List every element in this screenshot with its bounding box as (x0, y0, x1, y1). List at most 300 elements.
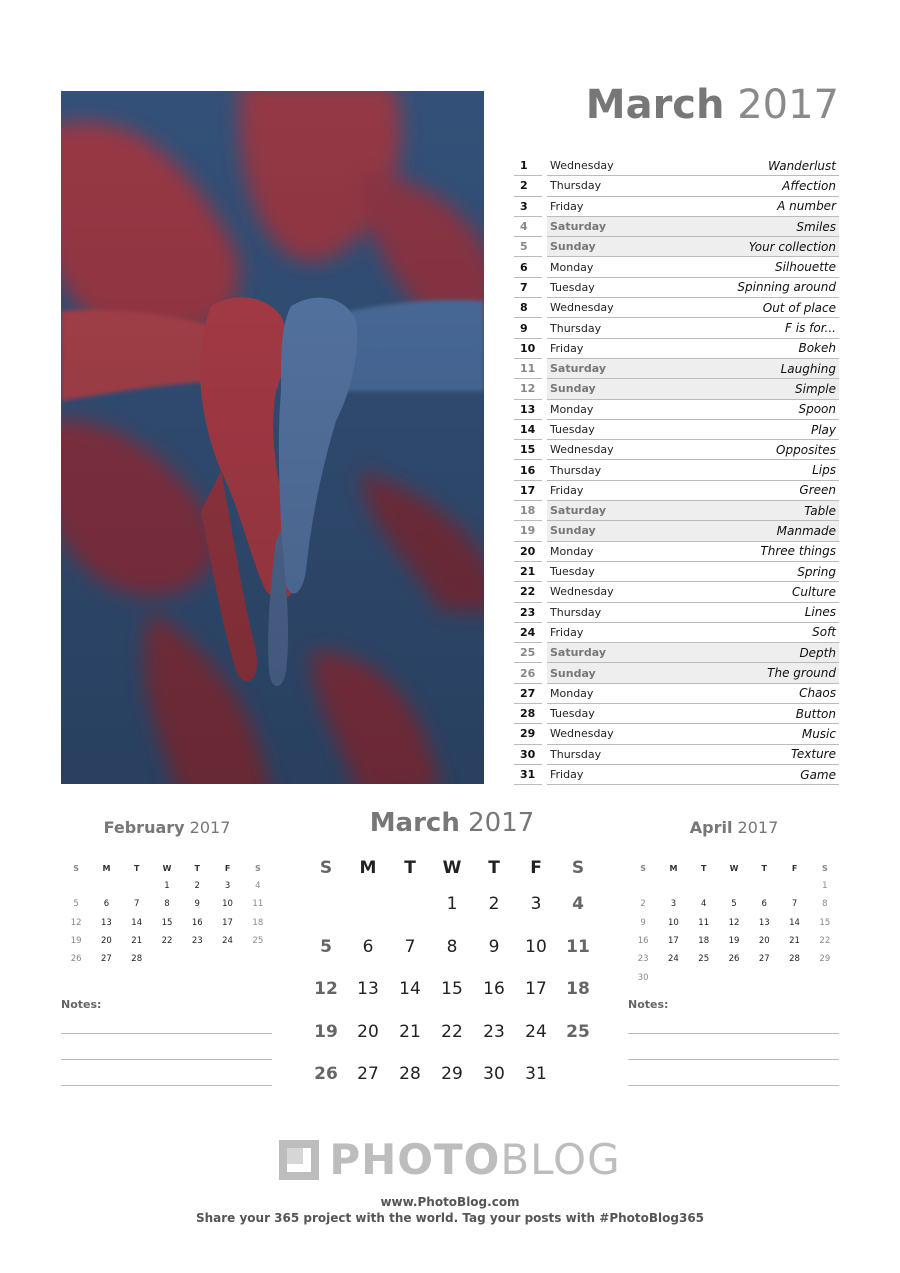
date-cell (749, 968, 779, 986)
mini-year: 2017 (189, 818, 231, 837)
day-row (514, 663, 839, 683)
day-row (514, 521, 839, 541)
date-cell (658, 968, 688, 986)
date-cell: 6 (103, 899, 110, 910)
day-number: 16 (514, 460, 542, 480)
date-cell: 9 (488, 936, 500, 957)
day-topic: The ground (767, 666, 836, 681)
day-body (547, 643, 839, 663)
day-weekday: Tuesday (550, 423, 595, 436)
day-weekday: Wednesday (550, 585, 614, 599)
day-weekday: Saturday (550, 646, 606, 660)
weekday-letter: F (224, 863, 231, 873)
mini-calendar-grid (61, 859, 273, 968)
day-number: 20 (514, 542, 542, 562)
day-body (547, 521, 839, 541)
title-month: March (585, 82, 725, 128)
day-number: 19 (514, 521, 542, 541)
day-number: 8 (514, 298, 542, 318)
page-title (586, 82, 839, 128)
day-topic: Affection (782, 178, 836, 193)
date-cell: 20 (758, 936, 770, 947)
date-cell: 7 (404, 936, 416, 957)
date-cell: 21 (789, 936, 800, 947)
date-cell (719, 968, 749, 986)
date-cell (658, 877, 688, 895)
day-weekday: Thursday (550, 463, 602, 477)
day-body (547, 379, 839, 399)
date-cell: 24 (668, 954, 679, 965)
day-row (514, 420, 839, 440)
day-number: 3 (514, 197, 542, 217)
day-weekday: Sunday (550, 666, 596, 680)
date-cell (749, 877, 779, 895)
photoblog-frame-icon (279, 1140, 319, 1180)
week-row (628, 895, 840, 913)
notes-label: Notes: (628, 998, 669, 1011)
date-cell: 28 (131, 954, 143, 965)
date-cell: 24 (222, 936, 233, 947)
day-topic: Music (801, 726, 836, 741)
day-row (514, 278, 839, 298)
date-cell (305, 883, 347, 926)
day-row (514, 704, 839, 724)
weekday-letter: T (194, 863, 200, 873)
day-body (547, 481, 839, 501)
week-row (61, 950, 273, 968)
date-cell: 26 (314, 1064, 338, 1085)
day-number: 9 (514, 318, 542, 338)
date-cell: 12 (70, 917, 82, 928)
day-body (547, 562, 839, 582)
weekday-header-row (628, 859, 840, 877)
day-body (547, 237, 839, 257)
day-topic: Chaos (799, 686, 836, 701)
week-row (305, 883, 599, 926)
date-cell (719, 877, 749, 895)
main-calendar-year: 2017 (468, 808, 535, 838)
day-body (547, 298, 839, 318)
date-cell: 11 (252, 899, 264, 910)
daily-topics-list (514, 156, 839, 785)
date-cell: 14 (789, 917, 800, 928)
main-calendar-march (305, 808, 599, 1096)
weekday-letter: S (73, 863, 80, 873)
day-topic: Soft (812, 625, 836, 640)
day-number: 26 (514, 663, 542, 683)
day-weekday: Sunday (550, 524, 596, 538)
date-cell: 5 (731, 899, 737, 910)
day-row (514, 237, 839, 257)
date-cell: 27 (101, 954, 112, 965)
main-calendar-grid (305, 853, 599, 1096)
date-cell: 13 (101, 917, 112, 928)
day-body (547, 197, 839, 217)
photoblog-logo (0, 1135, 900, 1184)
mini-month: February (103, 818, 185, 837)
day-row (514, 176, 839, 196)
day-topic: Play (810, 422, 836, 437)
date-cell: 22 (441, 1021, 463, 1042)
week-row (305, 1053, 599, 1096)
weekday-letter: S (571, 858, 585, 878)
date-cell (689, 968, 719, 986)
day-topic: Laughing (780, 361, 836, 376)
day-weekday: Wednesday (550, 159, 614, 173)
day-topic: Bokeh (798, 341, 836, 356)
day-body (547, 684, 839, 704)
date-cell: 13 (357, 979, 379, 1000)
day-body (547, 765, 839, 785)
date-cell: 28 (399, 1064, 421, 1085)
weekday-letter: S (640, 863, 647, 873)
day-row (514, 501, 839, 521)
date-cell (779, 877, 809, 895)
date-cell: 10 (525, 936, 547, 957)
date-cell: 16 (483, 979, 505, 1000)
date-cell: 25 (252, 936, 264, 947)
day-body (547, 400, 839, 420)
date-cell: 17 (222, 917, 233, 928)
footer-url: www.PhotoBlog.com (380, 1195, 520, 1209)
date-cell (810, 968, 840, 986)
date-cell: 5 (73, 899, 79, 910)
date-cell: 22 (819, 936, 831, 947)
day-topic: Game (800, 767, 836, 782)
day-topic: Texture (791, 747, 836, 762)
mini-calendar-title (61, 818, 273, 837)
date-cell (779, 968, 809, 986)
date-cell: 22 (161, 936, 173, 947)
date-cell: 20 (101, 936, 112, 947)
week-row (305, 1011, 599, 1054)
weekday-letter: M (102, 863, 111, 873)
week-row (628, 877, 840, 895)
day-topic: Lines (804, 605, 836, 620)
date-cell: 9 (640, 917, 646, 928)
notes-right (628, 998, 839, 1086)
day-weekday: Tuesday (550, 280, 595, 294)
day-topic: Opposites (776, 442, 836, 457)
day-weekday: Friday (550, 483, 584, 497)
notes-line (628, 1033, 839, 1034)
weekday-letter: T (700, 863, 707, 873)
notes-line (628, 1085, 839, 1086)
day-number: 22 (514, 582, 542, 602)
day-body (547, 420, 839, 440)
day-body (547, 318, 839, 338)
day-number: 30 (514, 745, 542, 765)
day-topic: Table (804, 503, 836, 518)
date-cell: 14 (399, 979, 421, 1000)
day-weekday: Monday (550, 402, 594, 416)
week-row (628, 914, 840, 932)
date-cell: 21 (399, 1021, 421, 1042)
day-topic: Wanderlust (768, 158, 836, 173)
day-topic: Green (799, 483, 836, 498)
day-row (514, 623, 839, 643)
day-topic: Spring (797, 564, 836, 579)
day-weekday: Thursday (550, 321, 602, 335)
weekday-letter: W (442, 858, 462, 878)
day-topic: F is for... (785, 321, 836, 336)
day-weekday: Sunday (550, 240, 596, 254)
mini-calendar-grid (628, 859, 840, 987)
day-body (547, 542, 839, 562)
day-row (514, 542, 839, 562)
day-topic: Spoon (798, 402, 836, 417)
day-number: 23 (514, 603, 542, 623)
date-cell: 2 (488, 894, 500, 915)
notes-line (628, 1059, 839, 1060)
date-cell: 1 (164, 881, 170, 892)
notes-line (61, 1085, 272, 1086)
weekday-letter: T (761, 863, 767, 873)
date-cell: 17 (525, 979, 547, 1000)
day-body (547, 156, 839, 176)
day-number: 12 (514, 379, 542, 399)
day-row (514, 197, 839, 217)
day-body (547, 582, 839, 602)
day-row (514, 400, 839, 420)
day-body (547, 460, 839, 480)
day-number: 13 (514, 400, 542, 420)
day-body (547, 663, 839, 683)
main-calendar-month: March (369, 808, 460, 838)
date-cell: 6 (761, 899, 767, 910)
day-topic: Simple (795, 381, 836, 396)
weekday-header-row (305, 853, 599, 883)
weekday-letter: F (791, 863, 798, 873)
date-cell: 2 (194, 881, 200, 892)
day-topic: Depth (799, 645, 836, 660)
date-cell: 19 (314, 1021, 338, 1042)
date-cell: 28 (789, 954, 800, 965)
weekday-letter: S (821, 863, 828, 873)
week-row (61, 914, 273, 932)
day-number: 25 (514, 643, 542, 663)
day-row (514, 745, 839, 765)
date-cell: 3 (670, 899, 677, 910)
date-cell: 15 (161, 917, 173, 928)
date-cell: 29 (441, 1064, 463, 1085)
day-topic: Three things (760, 544, 836, 559)
week-row (61, 877, 273, 895)
day-body (547, 278, 839, 298)
date-cell: 2 (640, 899, 646, 910)
date-cell: 12 (314, 979, 338, 1000)
day-row (514, 481, 839, 501)
day-topic: Smiles (796, 219, 836, 234)
date-cell: 10 (668, 917, 679, 928)
date-cell: 23 (483, 1021, 505, 1042)
day-body (547, 704, 839, 724)
weekday-letter: W (729, 863, 739, 873)
day-row (514, 257, 839, 277)
day-row (514, 359, 839, 379)
day-weekday: Saturday (550, 504, 606, 518)
weekday-letter: S (319, 858, 333, 878)
day-row (514, 339, 839, 359)
date-cell: 1 (446, 894, 458, 915)
mini-year: 2017 (737, 818, 779, 837)
day-topic: Button (795, 706, 836, 721)
week-row (61, 895, 273, 913)
week-row (628, 968, 840, 986)
day-body (547, 339, 839, 359)
date-cell: 10 (222, 899, 233, 910)
day-number: 29 (514, 724, 542, 744)
day-number: 4 (514, 217, 542, 237)
day-row (514, 298, 839, 318)
notes-left (61, 998, 272, 1086)
day-topic: Silhouette (774, 260, 836, 275)
day-weekday: Friday (550, 768, 584, 782)
day-weekday: Friday (550, 341, 584, 355)
day-number: 24 (514, 623, 542, 643)
day-number: 27 (514, 684, 542, 704)
date-cell: 26 (70, 954, 82, 965)
week-row (305, 926, 599, 969)
mini-calendar-title (628, 818, 840, 837)
date-cell (243, 950, 273, 968)
day-weekday: Wednesday (550, 727, 614, 741)
date-cell: 29 (819, 954, 831, 965)
date-cell: 19 (728, 936, 740, 947)
notes-line (61, 1033, 272, 1034)
day-body (547, 623, 839, 643)
day-body (547, 217, 839, 237)
date-cell: 6 (362, 936, 374, 957)
day-body (547, 603, 839, 623)
day-number: 5 (514, 237, 542, 257)
footer-tagline: Share your 365 project with the world. Tag your posts with #PhotoBlog365 (195, 1211, 705, 1225)
logo-wordmark (329, 1135, 621, 1184)
day-weekday: Friday (550, 625, 584, 639)
weekday-letter: S (254, 863, 261, 873)
date-cell: 31 (525, 1064, 547, 1085)
day-number: 28 (514, 704, 542, 724)
date-cell: 15 (441, 979, 463, 1000)
weekday-letter: W (162, 863, 172, 873)
date-cell: 12 (728, 917, 740, 928)
date-cell: 14 (131, 917, 143, 928)
day-row (514, 379, 839, 399)
day-number: 17 (514, 481, 542, 501)
day-topic: A number (777, 199, 836, 214)
day-number: 1 (514, 156, 542, 176)
date-cell: 30 (637, 972, 649, 983)
date-cell: 27 (357, 1064, 379, 1085)
date-cell: 7 (791, 899, 798, 910)
date-cell: 25 (698, 954, 710, 965)
day-topic: Lips (812, 463, 836, 478)
day-number: 18 (514, 501, 542, 521)
date-cell: 26 (728, 954, 740, 965)
date-cell: 20 (357, 1021, 379, 1042)
date-cell (689, 877, 719, 895)
day-topic: Your collection (748, 239, 836, 254)
week-row (628, 932, 840, 950)
date-cell: 4 (572, 894, 584, 915)
day-topic: Manmade (776, 523, 836, 538)
day-number: 21 (514, 562, 542, 582)
date-cell (182, 950, 212, 968)
day-row (514, 217, 839, 237)
date-cell: 1 (822, 881, 828, 892)
day-topic: Culture (792, 584, 836, 599)
notes-line (61, 1059, 272, 1060)
date-cell: 18 (566, 979, 590, 1000)
date-cell: 23 (637, 954, 649, 965)
day-weekday: Tuesday (550, 565, 595, 579)
day-number: 11 (514, 359, 542, 379)
cover-photo-image (61, 91, 484, 784)
week-row (61, 932, 273, 950)
weekday-letter: M (669, 863, 678, 873)
footer (0, 1194, 900, 1226)
date-cell (389, 883, 431, 926)
day-number: 7 (514, 278, 542, 298)
date-cell: 5 (320, 936, 332, 957)
date-cell: 25 (566, 1021, 590, 1042)
day-number: 31 (514, 765, 542, 785)
cover-photo (61, 91, 484, 784)
day-row (514, 582, 839, 602)
week-row (628, 950, 840, 968)
day-row (514, 643, 839, 663)
day-number: 14 (514, 420, 542, 440)
day-row (514, 603, 839, 623)
day-weekday: Thursday (550, 605, 602, 619)
day-topic: Spinning around (737, 280, 836, 295)
title-year: 2017 (737, 82, 839, 128)
date-cell: 21 (131, 936, 143, 947)
day-row (514, 684, 839, 704)
date-cell: 13 (758, 917, 770, 928)
logo-light: BLOG (500, 1135, 621, 1184)
date-cell: 16 (637, 936, 649, 947)
day-body (547, 724, 839, 744)
day-weekday: Wednesday (550, 443, 614, 457)
date-cell (557, 1053, 599, 1096)
week-row (305, 968, 599, 1011)
date-cell: 24 (525, 1021, 547, 1042)
date-cell: 23 (191, 936, 203, 947)
date-cell: 18 (698, 936, 710, 947)
day-row (514, 156, 839, 176)
day-body (547, 440, 839, 460)
date-cell (628, 877, 658, 895)
logo-bold: PHOTO (329, 1135, 501, 1184)
day-number: 6 (514, 257, 542, 277)
date-cell (61, 877, 91, 895)
date-cell: 3 (530, 894, 542, 915)
day-row (514, 318, 839, 338)
day-weekday: Wednesday (550, 301, 614, 315)
day-number: 10 (514, 339, 542, 359)
date-cell: 8 (164, 899, 170, 910)
day-weekday: Sunday (550, 382, 596, 396)
date-cell: 16 (191, 917, 203, 928)
date-cell: 17 (668, 936, 679, 947)
day-weekday: Monday (550, 686, 594, 700)
date-cell: 27 (758, 954, 770, 965)
date-cell: 7 (133, 899, 140, 910)
date-cell: 11 (566, 936, 590, 957)
day-body (547, 359, 839, 379)
day-body (547, 745, 839, 765)
